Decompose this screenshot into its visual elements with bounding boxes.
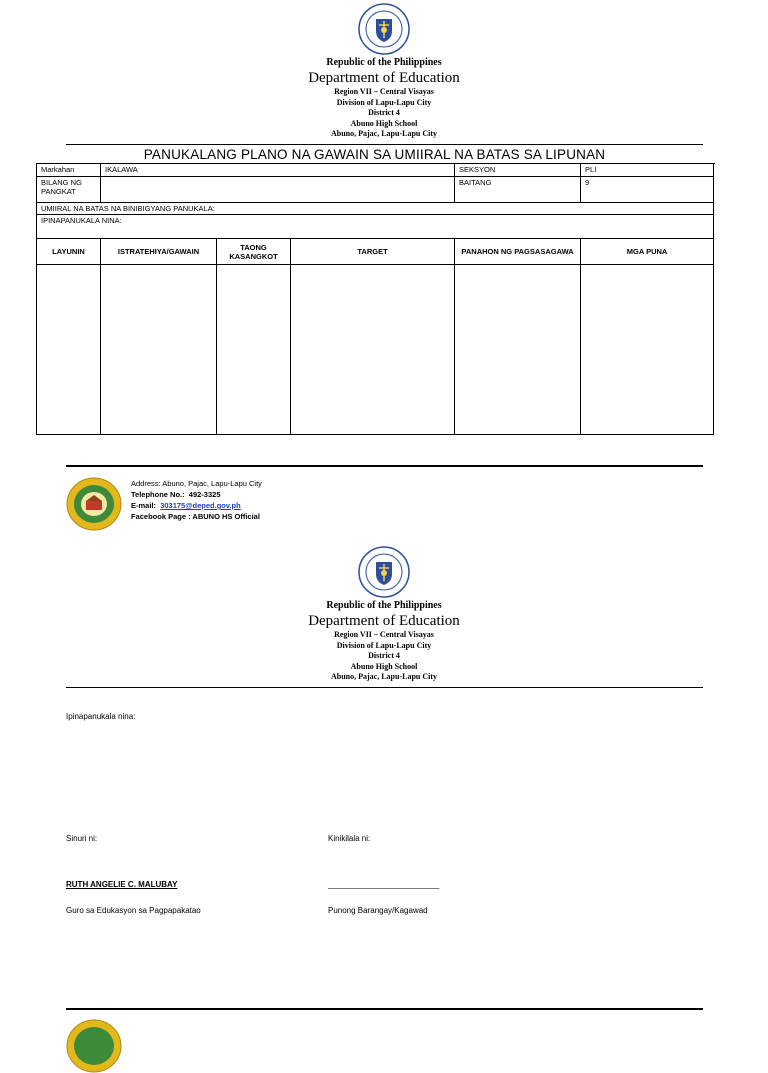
column-header-istratehiya: ISTRATEHIYA/GAWAIN	[101, 239, 217, 265]
header-school: Abuno High School	[350, 661, 418, 671]
school-logo-icon	[66, 1019, 122, 1073]
header-district: District 4	[368, 108, 400, 117]
footer-address: Address: Abuno, Pajac, Lapu-Lapu City	[131, 479, 262, 488]
signature-blank-line: _________________________	[328, 880, 440, 889]
header-division: Division of Lapu-Lapu City	[336, 97, 432, 107]
header-address: Abuno, Pajac, Lapu-Lapu City	[330, 672, 438, 681]
kinikilala-label: Kinikilala ni:	[328, 834, 371, 843]
markahan-value: IKALAWA	[101, 164, 455, 177]
column-header-layunin: LAYUNIN	[37, 239, 101, 265]
ipinapanukala-text: Ipinapanukala nina:	[66, 712, 136, 721]
ipinapanukala-label: IPINAPANUKALA NINA:	[37, 215, 714, 239]
footer-divider	[66, 465, 703, 467]
column-header-taong-kasangkot: TAONG KASANGKOT	[217, 239, 291, 265]
seksyon-label: SEKSYON	[455, 164, 581, 177]
header-school: Abuno High School	[350, 118, 418, 128]
seksyon-value: PLI	[581, 164, 714, 177]
header-region: Region VII – Central Visayas	[334, 630, 434, 639]
teacher-role: Guro sa Edukasyon sa Pagpapakatao	[66, 906, 201, 915]
layunin-cell	[37, 265, 101, 435]
bilang-label: BILANG NG PANGKAT	[37, 177, 101, 203]
footer-email-label: E-mail:	[131, 501, 157, 510]
header-district: District 4	[368, 651, 400, 660]
header-department: Department of Education	[308, 70, 460, 86]
panahon-cell	[455, 265, 581, 435]
header-republic: Republic of the Philippines	[326, 57, 442, 68]
baitang-label: BAITANG	[455, 177, 581, 203]
header-region: Region VII – Central Visayas	[334, 87, 434, 96]
mga-puna-cell	[581, 265, 714, 435]
school-logo-icon	[66, 477, 122, 531]
column-header-panahon: PANAHON NG PAGSASAGAWA	[455, 239, 581, 265]
column-header-mga-puna: MGA PUNA	[581, 239, 714, 265]
header-address: Abuno, Pajac, Lapu-Lapu City	[330, 129, 438, 138]
header-divider	[66, 144, 703, 145]
target-cell	[291, 265, 455, 435]
column-header-target: TARGET	[291, 239, 455, 265]
form-title: PANUKALANG PLANO NA GAWAIN SA UMIIRAL NA BATAS SA LIPUNAN	[143, 147, 606, 162]
footer-divider	[66, 1008, 703, 1010]
footer-telephone: 492-3325	[188, 490, 221, 499]
footer-email-link[interactable]: 303175@deped.gov.ph	[160, 501, 241, 510]
footer-telephone-label: Telephone No.:	[131, 490, 185, 499]
barangay-role: Punong Barangay/Kagawad	[328, 906, 428, 915]
deped-seal-icon	[358, 546, 410, 598]
header-division: Division of Lapu-Lapu City	[336, 640, 432, 650]
header-divider	[66, 687, 703, 688]
deped-seal-icon	[358, 3, 410, 55]
taong-kasangkot-cell	[217, 265, 291, 435]
footer-facebook: Facebook Page : ABUNO HS Official	[131, 512, 260, 521]
istratehiya-cell	[101, 265, 217, 435]
umiiral-label: UMIIRAL NA BATAS NA BINIBIGYANG PANUKALA:	[37, 203, 714, 215]
header-republic: Republic of the Philippines	[326, 600, 442, 611]
proposal-form-table	[36, 163, 714, 435]
bilang-value	[101, 177, 455, 203]
header-department: Department of Education	[308, 613, 460, 629]
markahan-label: Markahan	[37, 164, 101, 177]
teacher-name: RUTH ANGELIE C. MALUBAY	[66, 880, 178, 889]
baitang-value: 9	[581, 177, 714, 203]
sinuri-label: Sinuri ni:	[66, 834, 98, 843]
